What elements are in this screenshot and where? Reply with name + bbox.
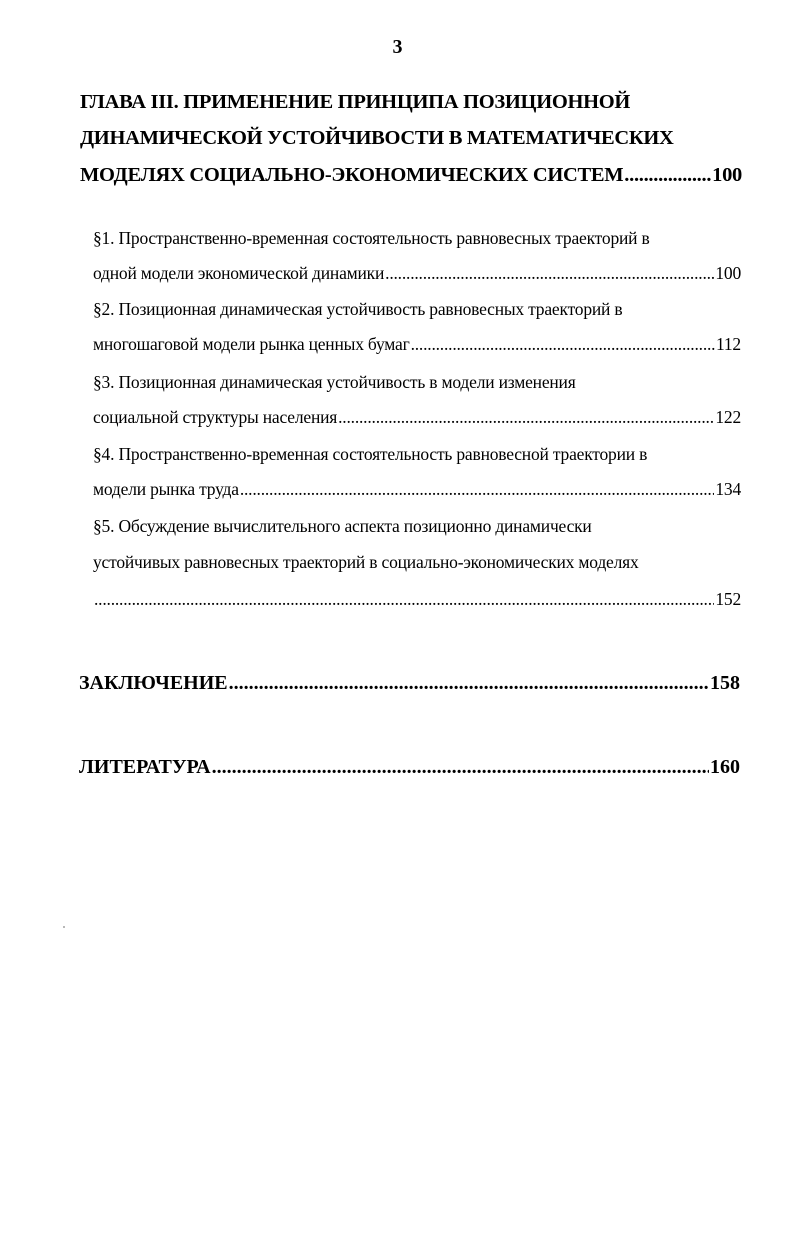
chapter-page-number: 100	[712, 164, 742, 186]
section-3-toc-entry[interactable]	[93, 399, 741, 435]
section-2-toc-entry[interactable]	[93, 326, 741, 362]
chapter-toc-entry[interactable]	[80, 157, 742, 193]
dot-leader	[212, 749, 709, 785]
dot-leader	[624, 157, 711, 193]
section-2-title-cont: многошаговой модели рынка ценных бумаг	[93, 334, 410, 354]
scan-speck	[63, 926, 65, 928]
section-1-line-2	[0, 255, 795, 291]
section-5-page-number: 152	[715, 589, 741, 609]
chapter-title-text-1: ГЛАВА III. ПРИМЕНЕНИЕ ПРИНЦИПА ПОЗИЦИОННОЙ	[80, 91, 631, 113]
conclusion-page-number: 158	[710, 672, 740, 694]
section-2-line-1	[0, 291, 795, 327]
literature-toc-entry[interactable]	[79, 749, 740, 785]
section-5-line-3	[0, 581, 795, 617]
conclusion-line	[0, 665, 795, 701]
section-3-line-1	[0, 364, 795, 400]
section-2-page-number: 112	[715, 334, 741, 354]
chapter-title-text-3: МОДЕЛЯХ СОЦИАЛЬНО-ЭКОНОМИЧЕСКИХ СИСТЕМ	[80, 164, 624, 186]
literature-page-number: 160	[710, 756, 740, 778]
chapter-title-line-1	[0, 84, 795, 120]
section-4-toc-entry[interactable]	[93, 471, 741, 507]
section-3-title[interactable]: §3. Позиционная динамическая устойчивость в модели изменения	[93, 372, 576, 392]
section-4-page-number: 134	[715, 479, 741, 499]
chapter-title-text-2: ДИНАМИЧЕСКОЙ УСТОЙЧИВОСТИ В МАТЕМАТИЧЕСКИХ	[80, 127, 674, 149]
conclusion-toc-entry[interactable]	[79, 665, 740, 701]
dot-leader	[229, 665, 709, 701]
section-1-title[interactable]: §1. Пространственно-временная состоятельность равновесных траекторий в	[93, 228, 650, 248]
section-1-line-1	[0, 220, 795, 256]
page-number: 3	[392, 36, 403, 58]
chapter-title-line-2	[0, 120, 795, 156]
section-3-title-cont: социальной структуры населения	[93, 407, 338, 427]
literature-title: ЛИТЕРАТУРА	[79, 756, 211, 778]
section-5-line-2	[0, 544, 795, 580]
section-5-line-1	[0, 508, 795, 544]
conclusion-title: ЗАКЛЮЧЕНИЕ	[79, 672, 228, 694]
dot-leader	[240, 471, 715, 507]
section-3-page-number: 122	[715, 407, 741, 427]
chapter-title-line-3	[0, 157, 795, 193]
section-2-line-2	[0, 326, 795, 362]
section-5-toc-entry[interactable]	[93, 581, 741, 617]
dot-leader	[338, 399, 714, 435]
section-4-title-cont: модели рынка труда	[93, 479, 239, 499]
section-1-toc-entry[interactable]	[93, 255, 741, 291]
section-1-page-number: 100	[715, 263, 741, 283]
dot-leader	[411, 326, 715, 362]
section-3-line-2	[0, 399, 795, 435]
section-2-title[interactable]: §2. Позиционная динамическая устойчивость равновесных траекторий в	[93, 299, 623, 319]
section-4-title[interactable]: §4. Пространственно-временная состоятельность равновесной траектории в	[93, 444, 648, 464]
dot-leader	[385, 255, 714, 291]
literature-line	[0, 749, 795, 785]
dot-leader	[94, 581, 714, 617]
section-4-line-1	[0, 436, 795, 472]
section-5-title-cont: устойчивых равновесных траекторий в социально-экономических моделях	[93, 552, 639, 572]
section-1-title-cont: одной модели экономической динамики	[93, 263, 385, 283]
section-5-title[interactable]: §5. Обсуждение вычислительного аспекта позиционно динамически	[93, 516, 592, 536]
section-4-line-2	[0, 471, 795, 507]
